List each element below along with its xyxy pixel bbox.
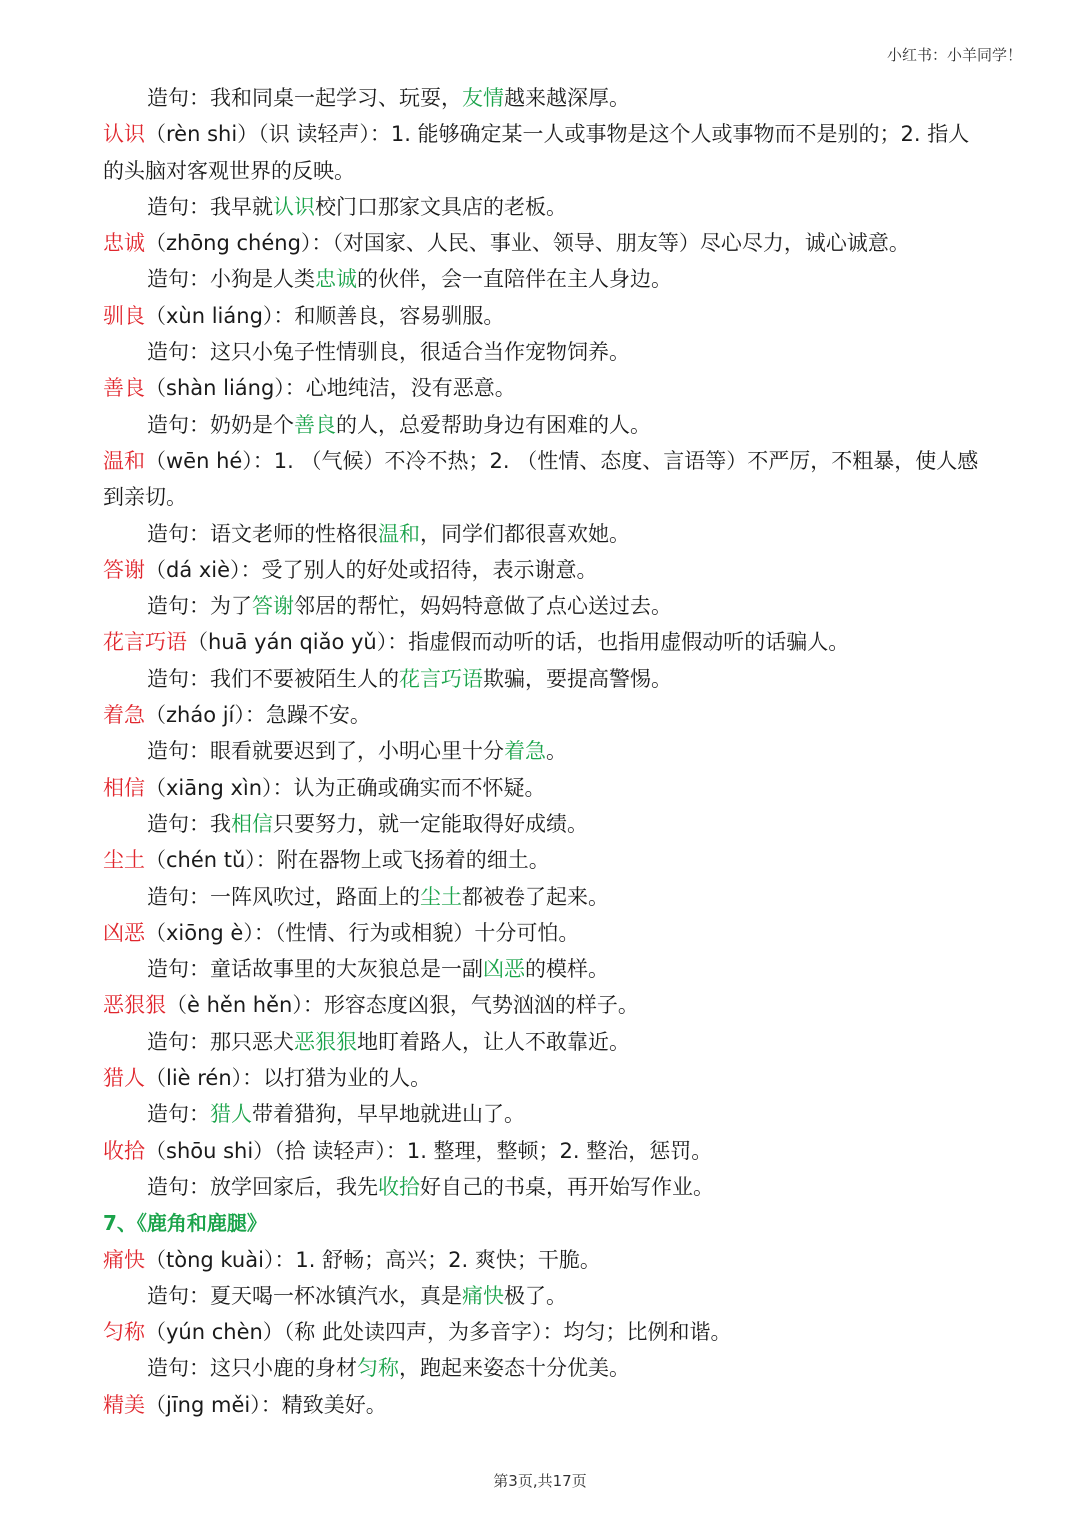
definition-text: （xiōng è）：（性情、行为或相貌）十分可怕。 — [145, 920, 580, 945]
example-text: 的人，总爱帮助身边有困难的人。 — [336, 412, 651, 437]
word-definition — [103, 624, 983, 660]
vocab-word: 精美 — [103, 1392, 145, 1417]
definition-text: （wēn hé）：1. （气候）不冷不热；2. （性情、态度、言语等）不严厉，不粗暴，使人感到亲切。 — [103, 448, 979, 510]
example-text: 校门口那家文具店的老板。 — [315, 194, 567, 219]
example-text: 造句： — [147, 521, 210, 546]
highlighted-word: 忠诚 — [315, 267, 357, 292]
vocab-word: 尘土 — [103, 848, 145, 873]
vocab-word: 着急 — [103, 703, 145, 728]
word-definition — [103, 1133, 983, 1169]
example-text: 奶奶是个 — [210, 412, 294, 437]
definition-text: （zhōng chéng）：（对国家、人民、事业、领导、朋友等）尽心尽力，诚心诚意。 — [145, 231, 910, 256]
example-sentence — [103, 661, 983, 697]
example-sentence — [103, 80, 983, 116]
word-definition — [103, 116, 983, 189]
definition-text: （zháo jí）：急躁不安。 — [145, 703, 371, 728]
definition-text: （shōu shi）（拾 读轻声）：1. 整理，整顿；2. 整治，惩罚。 — [145, 1138, 713, 1163]
word-definition — [103, 370, 983, 406]
example-text: 一阵风吹过，路面上的 — [210, 884, 420, 909]
example-text: 造句： — [147, 267, 210, 292]
definition-text: （chén tǔ）：附在器物上或飞扬着的细土。 — [145, 848, 550, 873]
vocab-word: 善良 — [103, 376, 145, 401]
example-sentence — [103, 334, 983, 370]
definition-text: （huā yán qiǎo yǔ）：指虚假而动听的话，也指用虚假动听的话骗人。 — [187, 630, 850, 655]
example-text: 造句： — [147, 957, 210, 982]
definition-text: （è hěn hěn）：形容态度凶狠，气势汹汹的样子。 — [166, 993, 639, 1018]
example-text: 这只小兔子性情驯良，很适合当作宠物饲养。 — [210, 340, 630, 365]
definition-text: （shàn liáng）：心地纯洁，没有恶意。 — [145, 376, 516, 401]
example-text: 眼看就要迟到了，小明心里十分 — [210, 739, 504, 764]
example-text: 邻居的帮忙，妈妈特意做了点心送过去。 — [294, 594, 672, 619]
example-text: 这只小鹿的身材 — [210, 1356, 357, 1381]
example-text: 造句： — [147, 340, 210, 365]
example-text: 造句： — [147, 86, 210, 110]
example-text: 造句： — [147, 1029, 210, 1054]
example-text: 小狗是人类 — [210, 267, 315, 292]
example-text: 造句： — [147, 1283, 210, 1308]
example-text: 我们不要被陌生人的 — [210, 666, 399, 691]
word-definition — [103, 1060, 983, 1096]
example-sentence — [103, 189, 983, 225]
example-text: 造句： — [147, 594, 210, 619]
example-sentence — [103, 806, 983, 842]
vocab-word: 收拾 — [103, 1138, 145, 1163]
example-text: 为了 — [210, 594, 252, 619]
example-sentence — [103, 261, 983, 297]
word-definition — [103, 770, 983, 806]
vocab-word: 凶恶 — [103, 920, 145, 945]
definition-text: （dá xiè）：受了别人的好处或招待，表示谢意。 — [145, 557, 598, 582]
highlighted-word: 善良 — [294, 412, 336, 437]
vocab-word: 驯良 — [103, 303, 145, 328]
vocab-word: 认识 — [103, 122, 145, 147]
definition-text: （tòng kuài）：1. 舒畅；高兴；2. 爽快；干脆。 — [145, 1247, 601, 1272]
example-text: 越来越深厚。 — [504, 86, 630, 110]
word-definition — [103, 987, 983, 1023]
example-text: 的伙伴，会一直陪伴在主人身边。 — [357, 267, 672, 292]
vocab-word: 匀称 — [103, 1320, 145, 1345]
highlighted-word: 相信 — [231, 811, 273, 836]
example-text: 造句： — [147, 811, 210, 836]
example-sentence — [103, 1278, 983, 1314]
example-text: 我早就 — [210, 194, 273, 219]
definition-text: （jīng měi）：精致美好。 — [145, 1392, 387, 1417]
highlighted-word: 花言巧语 — [399, 666, 483, 691]
example-sentence — [103, 1169, 983, 1205]
highlighted-word: 认识 — [273, 194, 315, 219]
example-text: 造句： — [147, 739, 210, 764]
example-sentence — [103, 407, 983, 443]
example-text: 夏天喝一杯冰镇汽水，真是 — [210, 1283, 462, 1308]
highlighted-word: 凶恶 — [483, 957, 525, 982]
example-text: 造句： — [147, 1102, 210, 1127]
example-sentence — [103, 516, 983, 552]
word-definition — [103, 1242, 983, 1278]
example-text: 造句： — [147, 1174, 210, 1199]
example-text: 造句： — [147, 194, 210, 219]
word-definition — [103, 552, 983, 588]
example-sentence — [103, 733, 983, 769]
highlighted-word: 答谢 — [252, 594, 294, 619]
vocab-word: 猎人 — [103, 1066, 145, 1091]
example-text: ，跑起来姿态十分优美。 — [399, 1356, 630, 1381]
definition-text: （liè rén）：以打猎为业的人。 — [145, 1066, 432, 1091]
example-sentence — [103, 951, 983, 987]
definition-text: （yún chèn）（称 此处读四声，为多音字）：均匀；比例和谐。 — [145, 1320, 732, 1345]
highlighted-word: 友情 — [462, 86, 504, 110]
word-definition — [103, 697, 983, 733]
word-definition — [103, 1314, 983, 1350]
word-definition — [103, 225, 983, 261]
word-definition — [103, 443, 983, 516]
example-text: 造句： — [147, 884, 210, 909]
example-text: 带着猎狗，早早地就进山了。 — [252, 1102, 525, 1127]
word-definition — [103, 1387, 983, 1423]
header-source: 小红书：小羊同学！ — [886, 46, 1022, 64]
word-definition — [103, 842, 983, 878]
vocab-word: 温和 — [103, 448, 145, 473]
vocab-word: 忠诚 — [103, 231, 145, 256]
highlighted-word: 着急 — [504, 739, 546, 764]
highlighted-word: 温和 — [378, 521, 420, 546]
example-text: 那只恶犬 — [210, 1029, 294, 1054]
word-definition — [103, 915, 983, 951]
highlighted-word: 匀称 — [357, 1356, 399, 1381]
page-number: 第3页,共17页 — [493, 1472, 587, 1490]
definition-text: （rèn shi）（识 读轻声）：1. 能够确定某一人或事物是这个人或事物而不是别的；2. 指人的头脑对客观世界的反映。 — [103, 122, 970, 183]
example-sentence — [103, 1096, 983, 1132]
example-text: 好自己的书桌，再开始写作业。 — [420, 1174, 714, 1199]
example-text: ，同学们都很喜欢她。 — [420, 521, 630, 546]
example-text: 都被卷了起来。 — [462, 884, 609, 909]
definition-text: （xiāng xìn）：认为正确或确实而不怀疑。 — [145, 775, 546, 800]
highlighted-word: 恶狠狠 — [294, 1029, 357, 1054]
vocab-word: 痛快 — [103, 1247, 145, 1272]
example-text: 的模样。 — [525, 957, 609, 982]
example-text: 极了。 — [504, 1283, 567, 1308]
vocab-word: 相信 — [103, 775, 145, 800]
example-text: 语文老师的性格很 — [210, 521, 378, 546]
example-sentence — [103, 1024, 983, 1060]
example-text: 造句： — [147, 412, 210, 437]
highlighted-word: 尘土 — [420, 884, 462, 909]
word-definition — [103, 298, 983, 334]
example-text: 只要努力，就一定能取得好成绩。 — [273, 811, 588, 836]
highlighted-word: 猎人 — [210, 1102, 252, 1127]
example-text: 童话故事里的大灰狼总是一副 — [210, 957, 483, 982]
example-sentence — [103, 588, 983, 624]
example-text: 地盯着路人，让人不敢靠近。 — [357, 1029, 630, 1054]
example-text: 。 — [546, 739, 567, 764]
vocabulary-list — [103, 80, 983, 1423]
vocab-word: 恶狠狠 — [103, 993, 166, 1018]
vocab-word: 花言巧语 — [103, 630, 187, 655]
example-text: 造句： — [147, 666, 210, 691]
section-heading: 7、《鹿角和鹿腿》 — [103, 1211, 267, 1236]
highlighted-word: 收拾 — [378, 1174, 420, 1199]
example-text: 我和同桌一起学习、玩耍， — [210, 86, 462, 110]
example-text: 造句： — [147, 1356, 210, 1381]
example-text: 放学回家后，我先 — [210, 1174, 378, 1199]
vocab-word: 答谢 — [103, 557, 145, 582]
example-text: 我 — [210, 811, 231, 836]
highlighted-word: 痛快 — [462, 1283, 504, 1308]
example-sentence — [103, 1350, 983, 1386]
example-text: 欺骗，要提高警惕。 — [483, 666, 672, 691]
example-sentence — [103, 879, 983, 915]
definition-text: （xùn liáng）：和顺善良，容易驯服。 — [145, 303, 505, 328]
